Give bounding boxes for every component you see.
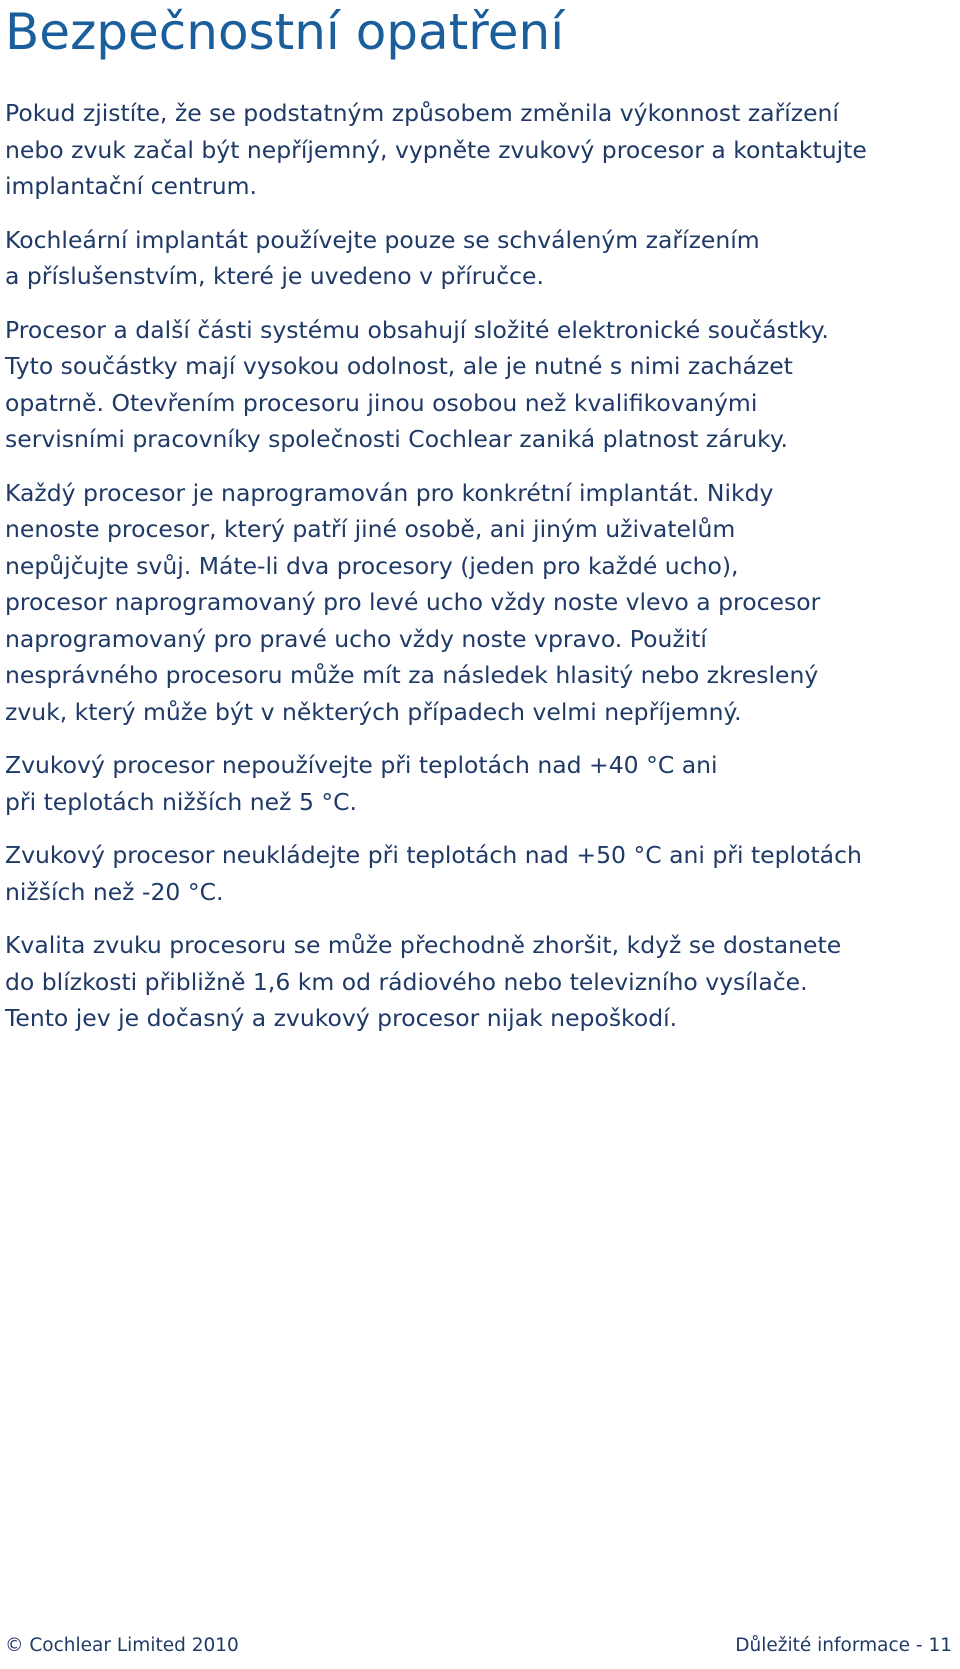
paragraph-storage-temperature: Zvukový procesor neukládejte při teplotách nad +50 °C ani při teplotách nižších než -20 °C. (5, 841, 862, 906)
paragraph-approved-equipment: Kochleární implantát používejte pouze se schváleným zařízením a příslušenstvím, které je uvedeno v příručce. (5, 225, 760, 290)
safety-precautions-body (5, 95, 950, 1054)
footer-page-number: Důležité informace - 11 (735, 1635, 952, 1656)
paragraph-processor-programming: Každý procesor je naprogramován pro konkrétní implantát. Nikdy nenoste procesor, který patří jiné osobě, ani jiným uživatelům nepůjčujte svůj. Máte-li dva procesory (jeden pro každé ucho), procesor naprogramovaný pro levé ucho vždy noste vlevo a procesor naprogramovaný pro pravé ucho vždy noste vpravo. Použití nesprávného procesoru může mít za následek hlasitý nebo zkreslený zvuk, který může být v některých případech velmi nepříjemný. (5, 478, 821, 726)
paragraph-performance-change: Pokud zjistíte, že se podstatným způsobem změnila výkonnost zařízení nebo zvuk začal být nepříjemný, vypněte zvukový procesor a kontaktujte implantační centrum. (5, 99, 867, 200)
paragraph-radio-interference: Kvalita zvuku procesoru se může přechodně zhoršit, když se dostanete do blízkosti přibližně 1,6 km od rádiového nebo televizního vysílače. Tento jev je dočasný a zvukový procesor nijak nepoškodí. (5, 931, 842, 1032)
footer-copyright: © Cochlear Limited 2010 (5, 1635, 239, 1656)
page-title: Bezpečnostní opatření (5, 3, 565, 61)
paragraph-electronic-components: Procesor a další části systému obsahují složité elektronické součástky. Tyto součástky mají vysokou odolnost, ale je nutné s nimi zacházet opatrně. Otevřením procesoru jinou osobou než kvalifikovanými servisními pracovníky společnosti Cochlear zaniká platnost záruky. (5, 315, 829, 453)
paragraph-operating-temperature: Zvukový procesor nepoužívejte při teplotách nad +40 °C ani při teplotách nižších než 5 °C. (5, 751, 718, 816)
